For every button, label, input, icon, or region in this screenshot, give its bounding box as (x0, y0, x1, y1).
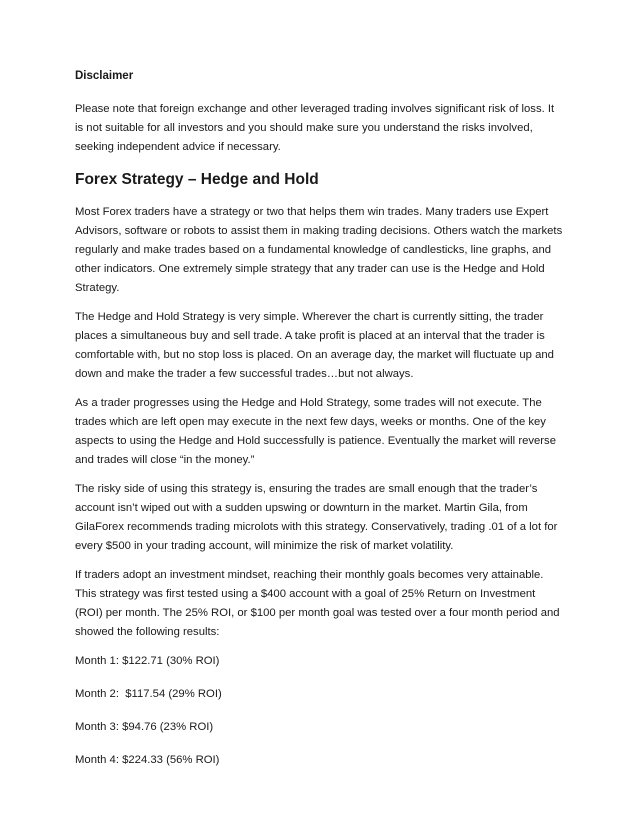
disclaimer-heading: Disclaimer (75, 70, 134, 82)
disclaimer-text: Please note that foreign exchange and other leveraged trading involves significant risk of loss. It is not suitable for all investors and you should make sure you understand the risks involved, seeking independent advice if necessary. (75, 103, 555, 153)
result-month-1: Month 1: $122.71 (30% ROI) (75, 655, 220, 667)
result-month-2: Month 2: $117.54 (29% ROI) (75, 688, 222, 700)
article-paragraph-1: Most Forex traders have a strategy or two that helps them win trades. Many traders use Expert Advisors, software or robots to assist them in making trading decisions. Others watch the markets regularly and make trades based on a fundamental knowledge of candlesticks, line graphs, and other indicators. One extremely simple strategy that any trader can use is the Hedge and Hold Strategy. (75, 206, 563, 294)
article-title: Forex Strategy – Hedge and Hold (75, 171, 319, 188)
result-month-3: Month 3: $94.76 (23% ROI) (75, 721, 214, 733)
article-paragraph-3: As a trader progresses using the Hedge and Hold Strategy, some trades will not execute. The trades which are left open may execute in the next few days, weeks or months. One of the key aspects to using the Hedge and Hold successfully is patience. Eventually the market will reverse and trades will close “in the money.” (75, 397, 556, 466)
article-paragraph-5: If traders adopt an investment mindset, reaching their monthly goals becomes very attainable. This strategy was first tested using a $400 account with a goal of 25% Return on Investment (ROI) per month. The 25% ROI, or $100 per month goal was tested over a four month period and showed the following results: (75, 569, 560, 638)
article-paragraph-4: The risky side of using this strategy is, ensuring the trades are small enough that the trader’s account isn’t wiped out with a sudden upswing or downturn in the market. Martin Gila, from GilaForex recommends trading microlots with this strategy. Conservatively, trading .01 of a lot for every $500 in your trading account, will minimize the risk of market volatility. (75, 483, 558, 552)
result-month-4: Month 4: $224.33 (56% ROI) (75, 754, 220, 766)
document-page (75, 68, 565, 784)
article-paragraph-2: The Hedge and Hold Strategy is very simple. Wherever the chart is currently sitting, the trader places a simultaneous buy and sell trade. A take profit is placed at an interval that the trader is comfortable with, but no stop loss is placed. On an average day, the market will fluctuate up and down and make the trader a few successful trades…but not always. (75, 311, 554, 380)
